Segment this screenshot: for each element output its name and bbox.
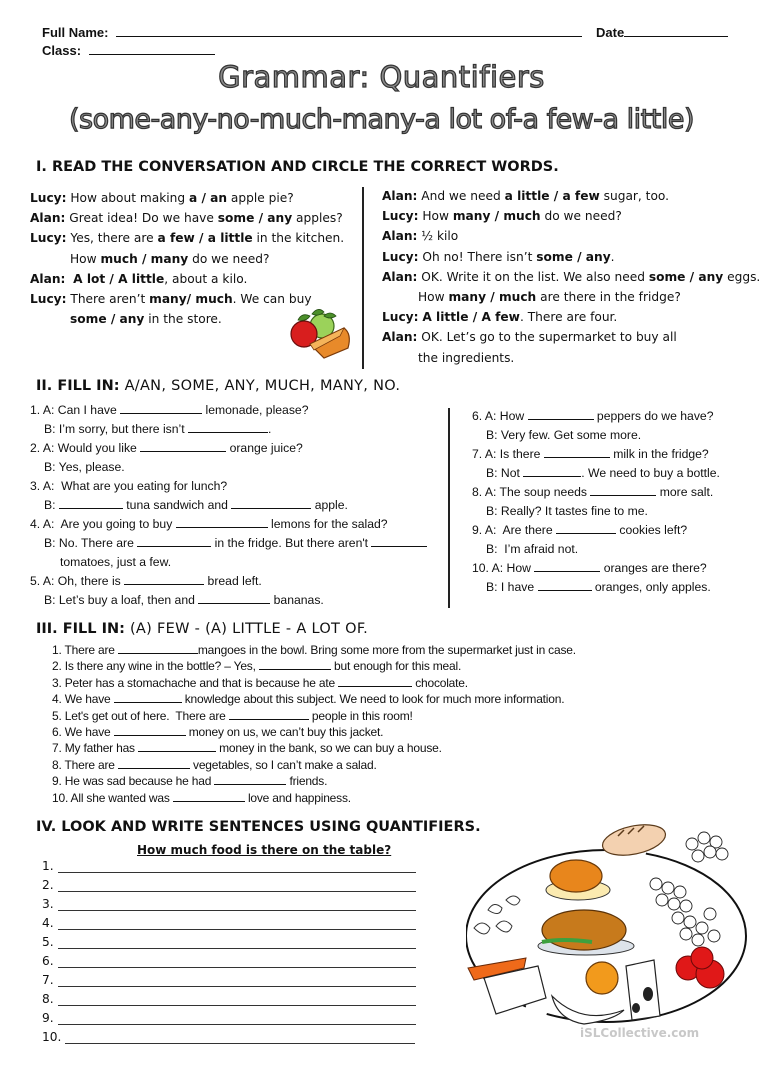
answer-line[interactable]	[58, 956, 416, 968]
line-number: 2.	[42, 878, 54, 892]
answer-blank[interactable]	[140, 441, 226, 452]
exercise-text: 10. A: How	[472, 561, 535, 575]
answer-blank[interactable]	[259, 659, 331, 670]
exercise-text: friends.	[286, 774, 328, 789]
answer-line[interactable]	[65, 1032, 415, 1044]
exercise-text: apple.	[311, 498, 348, 512]
choice-options[interactable]: a little / a few	[504, 189, 600, 203]
line-number: 8.	[42, 992, 54, 1006]
exercise-text: but enough for this meal.	[330, 659, 462, 674]
writing-line	[42, 895, 416, 914]
exercise-text: B: Yes, please.	[44, 460, 125, 474]
choice-options[interactable]: some / any	[217, 211, 293, 226]
dialogue-text: sugar, too.	[599, 189, 670, 203]
choice-options[interactable]: many / much	[448, 289, 537, 304]
exercise-line	[30, 458, 427, 477]
exercise-text: chocolate.	[412, 675, 468, 690]
dialogue-text: How	[418, 289, 449, 304]
dialogue-text: How	[418, 209, 453, 224]
section-1-divider	[362, 187, 364, 369]
exercise-text: 5. A: Oh, there is	[30, 574, 125, 588]
answer-blank[interactable]	[118, 758, 190, 769]
conversation-line	[382, 307, 760, 327]
exercise-text: bread left.	[204, 574, 262, 588]
answer-blank[interactable]	[229, 709, 309, 720]
exercise-text: 4. We have	[52, 692, 114, 707]
dialogue-text: Yes, there are	[66, 231, 158, 246]
exercise-line	[52, 642, 576, 658]
exercise-line	[52, 790, 576, 806]
conversation-right	[382, 186, 760, 368]
choice-options[interactable]: A lot / A little	[73, 271, 165, 286]
speaker-name: Lucy:	[30, 291, 67, 306]
line-number: 6.	[42, 954, 54, 968]
conversation-line	[30, 269, 344, 289]
speaker-name: Alan:	[382, 269, 418, 284]
section-2-heading-words: A/AN, SOME, ANY, MUCH, MANY, NO.	[124, 378, 401, 394]
answer-blank[interactable]	[176, 517, 268, 528]
writing-line	[42, 1028, 416, 1047]
dialogue-text: the ingredients.	[418, 350, 515, 365]
exercise-line	[30, 420, 427, 439]
exercise-line	[52, 675, 576, 691]
answer-line[interactable]	[58, 880, 416, 892]
apple-pie-icon	[284, 304, 354, 362]
answer-line[interactable]	[58, 918, 416, 930]
exercise-line	[30, 496, 427, 515]
answer-blank[interactable]	[528, 409, 594, 420]
exercise-text: B: Not	[486, 466, 524, 480]
exercise-text: 5. Let's get out of here. There are	[52, 708, 229, 723]
exercise-text: oranges, only apples.	[591, 580, 711, 594]
exercise-text: lemons for the salad?	[267, 517, 388, 531]
line-number: 4.	[42, 916, 54, 930]
exercise-text: peppers do we have?	[593, 409, 714, 423]
exercise-text: B:	[44, 498, 59, 512]
exercise-line	[472, 521, 720, 540]
exercise-text: 6. A: How	[472, 409, 528, 423]
full-name-field[interactable]	[42, 24, 582, 40]
exercise-text: cookies left?	[616, 523, 688, 537]
full-name-label: Full Name:	[42, 25, 109, 40]
conversation-line	[382, 287, 760, 307]
dialogue-text: Oh no! There isn’t	[418, 249, 537, 264]
section-2-heading-prefix: II. FILL IN:	[36, 378, 125, 394]
exercise-text: mangoes in the bowl. Bring some more from the supermarket just in case.	[197, 643, 576, 657]
choice-options[interactable]: A little / A few	[422, 310, 520, 325]
choice-options[interactable]: a few / a little	[157, 231, 253, 246]
dialogue-text: OK. Write it on the list. We also need	[417, 269, 649, 284]
answer-blank[interactable]	[538, 580, 592, 591]
answer-line[interactable]	[58, 994, 416, 1006]
answer-line[interactable]	[58, 1013, 416, 1025]
exercise-line	[52, 658, 576, 674]
conversation-line	[382, 348, 760, 368]
answer-blank[interactable]	[338, 676, 412, 687]
answer-blank[interactable]	[114, 725, 186, 736]
exercise-line	[472, 483, 720, 502]
exercise-line	[472, 540, 720, 559]
section-4-heading: IV. LOOK AND WRITE SENTENCES USING QUANTIFIERS.	[36, 819, 481, 835]
exercise-line	[52, 740, 576, 756]
exercise-text: B: I have	[486, 580, 538, 594]
answer-blank[interactable]	[198, 593, 270, 604]
exercise-line	[472, 445, 720, 464]
date-label: Date	[596, 25, 625, 40]
exercise-text: . We need to buy a bottle.	[581, 466, 720, 480]
exercise-text: 4. A: Are you going to buy	[30, 517, 176, 531]
exercise-line	[472, 559, 720, 578]
exercise-line	[30, 534, 427, 553]
answer-blank[interactable]	[120, 403, 202, 414]
exercise-text: 3. Peter has a stomachache and that is because he ate	[52, 675, 339, 690]
conversation-line	[382, 186, 760, 206]
dialogue-text: . We can buy	[232, 291, 312, 306]
fill-in-section-3	[52, 642, 576, 806]
class-blank[interactable]	[89, 42, 215, 55]
answer-blank[interactable]	[534, 561, 600, 572]
section-2-divider	[448, 408, 450, 608]
date-blank[interactable]	[624, 24, 728, 37]
section-3-heading-words: (A) FEW - (A) LITTLE - A LOT OF.	[129, 621, 369, 637]
speaker-name: Alan:	[382, 229, 418, 244]
fill-in-left	[30, 401, 427, 610]
conversation-line	[382, 206, 760, 226]
exercise-line	[52, 757, 576, 773]
exercise-text: 3. A: What are you eating for lunch?	[30, 479, 228, 493]
exercise-text: knowledge about this subject. We need to look for much more information.	[181, 692, 565, 707]
exercise-text: bananas.	[270, 593, 324, 607]
exercise-line	[30, 553, 427, 572]
fill-in-right	[472, 407, 720, 597]
answer-blank[interactable]	[59, 498, 123, 509]
full-name-blank[interactable]	[116, 24, 582, 37]
conversation-line	[382, 226, 760, 246]
choice-options[interactable]: a / an	[189, 191, 228, 205]
speaker-name: Alan:	[30, 271, 66, 286]
exercise-text: 1. There are	[52, 643, 118, 657]
exercise-text: love and happiness.	[244, 790, 351, 805]
writing-line	[42, 990, 416, 1009]
line-number: 3.	[42, 897, 54, 911]
dialogue-text: .	[610, 249, 615, 264]
exercise-line	[30, 401, 427, 420]
dialogue-text: in the store.	[144, 312, 222, 327]
exercise-line	[472, 426, 720, 445]
worksheet-subtitle: (some-any-no-much-many-a lot of-a few-a little)	[68, 104, 694, 135]
exercise-line	[472, 578, 720, 597]
section-3-heading	[36, 621, 368, 637]
choice-options[interactable]: many / much	[452, 209, 541, 224]
watermark: iSLCollective.com	[580, 1026, 700, 1040]
answer-line[interactable]	[58, 975, 416, 987]
exercise-line	[52, 724, 576, 740]
dialogue-text: do we need?	[188, 251, 270, 266]
grapes-icon	[650, 832, 728, 946]
exercise-line	[472, 407, 720, 426]
writing-line	[42, 933, 416, 952]
exercise-text: 10. All she wanted was	[52, 790, 173, 805]
exercise-line	[52, 708, 576, 724]
exercise-text: B: Really? It tastes fine to me.	[486, 504, 648, 518]
writing-lines	[42, 857, 416, 1047]
writing-line	[42, 857, 416, 876]
exercise-line	[30, 572, 427, 591]
answer-blank[interactable]	[118, 643, 198, 654]
exercise-text: 1. A: Can I have	[30, 403, 121, 417]
apple-pie-image	[284, 304, 354, 362]
choice-options[interactable]: some / any	[648, 269, 724, 284]
exercise-text: B: No. There are	[44, 536, 138, 550]
section-3-heading-prefix: III. FILL IN:	[36, 621, 130, 637]
exercise-text: B: I’m afraid not.	[486, 542, 579, 556]
date-field[interactable]	[596, 24, 728, 40]
writing-line	[42, 876, 416, 895]
answer-blank[interactable]	[590, 485, 656, 496]
answer-line[interactable]	[58, 899, 416, 911]
exercise-text: B: Let’s buy a loaf, then and	[44, 593, 199, 607]
exercise-text: B: Very few. Get some more.	[486, 428, 642, 442]
exercise-text: tomatoes, just a few.	[60, 555, 172, 569]
dialogue-text: apple pie?	[227, 191, 294, 205]
exercise-text: tuna sandwich and	[122, 498, 232, 512]
dialogue-text: , about a kilo.	[164, 271, 248, 286]
exercise-text: lemonade, please?	[202, 403, 309, 417]
food-plate-image	[466, 818, 756, 1028]
conversation-line	[30, 228, 344, 248]
exercise-text: in the fridge. But there aren't	[211, 536, 372, 550]
answer-blank[interactable]	[231, 498, 311, 509]
exercise-text: 9. He was sad because he had	[52, 774, 215, 789]
dialogue-text: eggs.	[723, 269, 761, 284]
exercise-line	[30, 439, 427, 458]
answer-blank[interactable]	[137, 536, 211, 547]
writing-line	[42, 971, 416, 990]
dialogue-text: How	[70, 251, 101, 266]
exercise-text: 8. A: The soup needs	[472, 485, 591, 499]
answer-blank[interactable]	[173, 791, 245, 802]
speaker-name: Lucy:	[30, 191, 67, 205]
dialogue-text: do we need?	[540, 209, 622, 224]
section-4-question: How much food is there on the table?	[137, 843, 392, 857]
choice-options[interactable]: some / any	[536, 249, 611, 264]
class-label: Class:	[42, 43, 82, 58]
line-number: 9.	[42, 1011, 54, 1025]
exercise-text: 2. Is there any wine in the bottle? – Yes,	[52, 659, 259, 674]
answer-blank[interactable]	[523, 466, 581, 477]
conversation-line	[382, 267, 760, 287]
speaker-name: Alan:	[382, 330, 418, 345]
conversation-line	[382, 327, 760, 347]
dialogue-text	[65, 272, 73, 286]
exercise-text: oranges are there?	[600, 561, 707, 575]
answer-blank[interactable]	[114, 692, 182, 703]
exercise-text: money in the bank, so we can buy a house.	[215, 741, 442, 756]
exercise-line	[472, 502, 720, 521]
dialogue-text: in the kitchen.	[252, 231, 345, 246]
class-field[interactable]	[42, 42, 215, 58]
speaker-name: Lucy:	[382, 310, 419, 325]
choice-options[interactable]: many/ much	[149, 291, 233, 306]
food-plate-icon	[466, 818, 756, 1028]
writing-line	[42, 914, 416, 933]
answer-blank[interactable]	[544, 447, 610, 458]
exercise-text: 7. A: Is there	[472, 447, 544, 461]
conversation-line	[382, 247, 760, 267]
exercise-text: 7. My father has	[52, 741, 138, 756]
line-number: 10.	[42, 1030, 62, 1044]
dialogue-text: ½ kilo	[417, 229, 459, 244]
answer-blank[interactable]	[214, 774, 286, 785]
answer-blank[interactable]	[124, 574, 204, 585]
conversation-line	[30, 249, 344, 269]
speaker-name: Alan:	[382, 189, 418, 203]
exercise-text: 6. We have	[52, 724, 114, 739]
exercise-line	[30, 515, 427, 534]
line-number: 1.	[42, 859, 54, 873]
speaker-name: Lucy:	[382, 209, 419, 224]
exercise-text: B: I’m sorry, but there isn’t	[44, 422, 189, 436]
section-2-heading	[36, 378, 400, 394]
writing-line	[42, 1009, 416, 1028]
exercise-text: orange juice?	[226, 441, 303, 455]
writing-line	[42, 952, 416, 971]
dialogue-text: Great idea! Do we have	[65, 211, 218, 226]
exercise-line	[30, 591, 427, 610]
choice-options[interactable]: much / many	[100, 251, 189, 266]
dialogue-text: There aren’t	[66, 291, 150, 306]
conversation-line	[30, 208, 344, 228]
exercise-line	[30, 477, 427, 496]
exercise-text: people in this room!	[308, 708, 413, 723]
dialogue-text: OK. Let’s go to the supermarket to buy all	[417, 330, 677, 345]
answer-blank[interactable]	[188, 422, 268, 433]
exercise-line	[52, 773, 576, 789]
dialogue-text: apples?	[292, 211, 343, 226]
conversation-line	[30, 188, 344, 208]
exercise-line	[52, 691, 576, 707]
exercise-text: vegetables, so I can’t make a salad.	[189, 757, 377, 772]
dialogue-text: are there in the fridge?	[536, 289, 681, 304]
exercise-text: .	[268, 422, 272, 436]
section-1-heading: I. READ THE CONVERSATION AND CIRCLE THE CORRECT WORDS.	[36, 159, 559, 175]
answer-blank[interactable]	[556, 523, 616, 534]
answer-blank[interactable]	[138, 741, 216, 752]
speaker-name: Alan:	[30, 211, 66, 226]
dialogue-text: And we need	[417, 189, 505, 203]
exercise-text: 2. A: Would you like	[30, 441, 141, 455]
line-number: 7.	[42, 973, 54, 987]
dialogue-text: . There are four.	[519, 310, 618, 325]
answer-blank[interactable]	[371, 536, 427, 547]
line-number: 5.	[42, 935, 54, 949]
exercise-text: 9. A: Are there	[472, 523, 557, 537]
exercise-line	[472, 464, 720, 483]
answer-line[interactable]	[58, 937, 416, 949]
exercise-text: money on us, we can’t buy this jacket.	[185, 724, 384, 739]
exercise-text: 8. There are	[52, 757, 118, 772]
exercise-text: milk in the fridge?	[609, 447, 709, 461]
exercise-text: more salt.	[656, 485, 714, 499]
answer-line[interactable]	[58, 861, 416, 873]
speaker-name: Lucy:	[30, 231, 67, 246]
dialogue-text: How about making	[66, 191, 189, 205]
worksheet-title: Grammar: Quantifiers	[218, 60, 545, 94]
choice-options[interactable]: some / any	[70, 312, 145, 327]
speaker-name: Lucy:	[382, 249, 419, 264]
